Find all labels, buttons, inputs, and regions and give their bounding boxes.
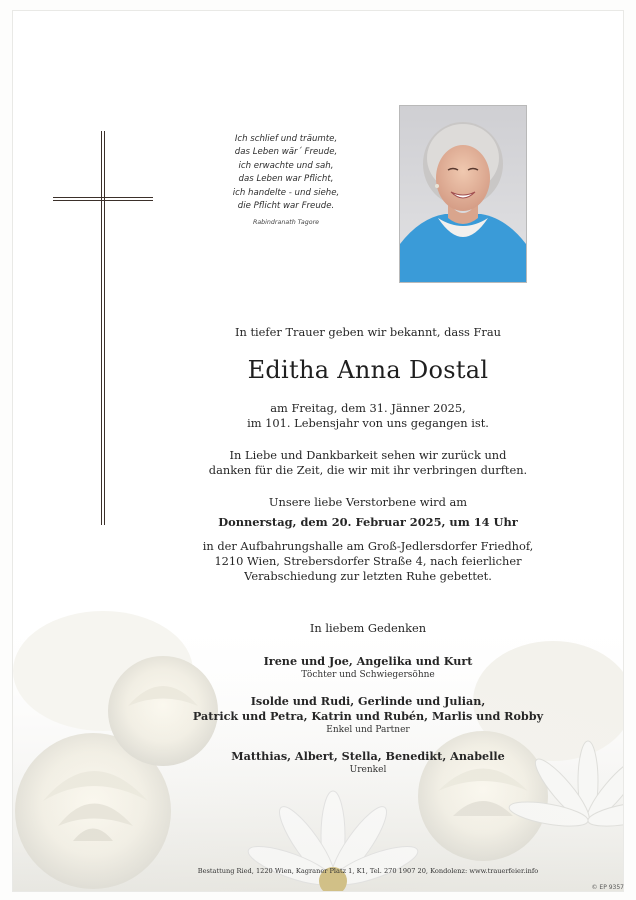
thanks-line: In Liebe und Dankbarkeit sehen wir zurück und (229, 448, 507, 462)
death-line: am Freitag, dem 31. Jänner 2025, (270, 401, 466, 415)
place-line: Verabschiedung zur letzten Ruhe gebettet. (244, 569, 492, 583)
poem (201, 133, 371, 230)
death-line: im 101. Lebensjahr von uns gegangen ist. (247, 416, 489, 430)
family-names: Irene und Joe, Angelika und Kurt (263, 654, 473, 668)
deceased-name: Editha Anna Dostal (247, 356, 489, 384)
poem-line: die Pflicht war Freude. (237, 201, 335, 212)
print-code: © EP 9357 (591, 884, 624, 891)
footer-contact: Bestattung Ried, 1220 Wien, Kagraner Platz 1, K1, Tel. 270 1907 20, Kondolenz: www.trauerfeier.info (197, 867, 539, 875)
poem-author: Rabindranath Tagore (252, 219, 320, 227)
thanks-line: danken für die Zeit, die wir mit ihr verbringen durften. (208, 463, 528, 477)
family-names: Patrick und Petra, Katrin und Rubén, Marlis und Robby (192, 709, 544, 723)
family-relation: Urenkel (349, 765, 387, 775)
memorial-heading: In liebem Gedenken (309, 621, 427, 635)
family-names: Matthias, Albert, Stella, Benedikt, Anabelle (231, 749, 505, 763)
funeral-place (163, 539, 573, 584)
thanks-text (163, 448, 573, 478)
family-names: Isolde und Rudi, Gerlinde und Julian, (250, 694, 486, 708)
death-info (163, 401, 573, 431)
place-line: in der Aufbahrungshalle am Groß-Jedlersdorfer Friedhof, (202, 539, 534, 553)
family-relation: Töchter und Schwiegersöhne (301, 670, 435, 680)
obituary-page (12, 10, 624, 892)
family-group (163, 694, 573, 737)
poem-line: ich erwachte und sah, (238, 160, 334, 171)
poem-line: das Leben wär´ Freude, (234, 147, 338, 158)
portrait-photo (399, 105, 527, 283)
family-list (163, 654, 573, 789)
poem-line: ich handelte - und siehe, (232, 187, 340, 198)
family-group (163, 654, 573, 682)
funeral-date: Donnerstag, dem 20. Februar 2025, um 14 Uhr (218, 515, 518, 529)
funeral-intro: Unsere liebe Verstorbene wird am (268, 495, 468, 509)
poem-line: Ich schlief und träumte, (234, 134, 338, 144)
poem-line: das Leben war Pflicht, (238, 174, 334, 185)
family-relation: Enkel und Partner (326, 725, 410, 735)
family-group (163, 749, 573, 777)
place-line: 1210 Wien, Strebersdorfer Straße 4, nach feierlicher (214, 554, 522, 568)
intro-text: In tiefer Trauer geben wir bekannt, dass Frau (235, 325, 501, 339)
